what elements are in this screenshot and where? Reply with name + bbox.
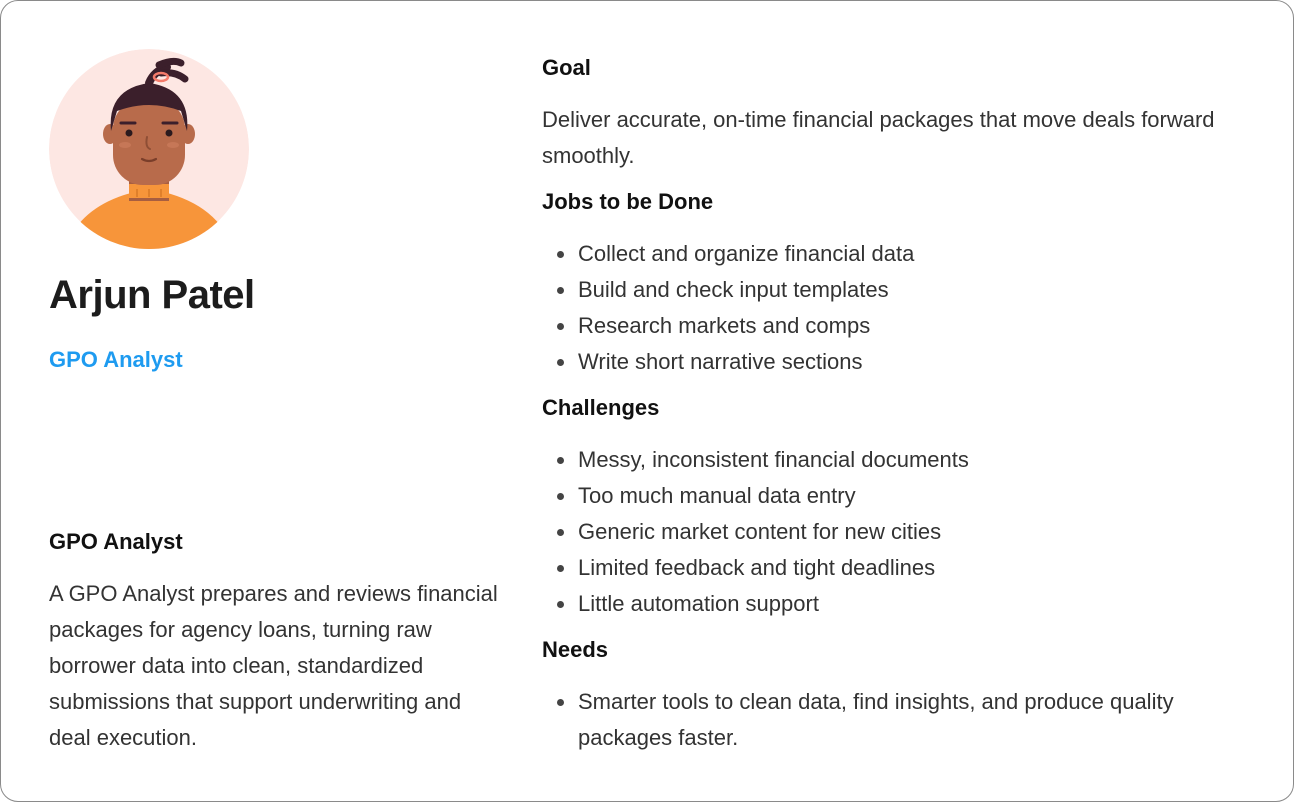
goal-text: Deliver accurate, on-time financial packages that move deals forward smoothly. xyxy=(542,107,1215,168)
list-item: Too much manual data entry xyxy=(542,478,1242,514)
challenges-title: Challenges xyxy=(542,395,660,420)
needs-list xyxy=(542,684,1202,756)
needs-title: Needs xyxy=(542,637,609,662)
person-avatar-icon xyxy=(49,49,249,249)
persona-name: Arjun Patel xyxy=(49,273,255,317)
list-item: Limited feedback and tight deadlines xyxy=(542,550,1242,586)
list-item: Smarter tools to clean data, find insights, and produce quality packages faster. xyxy=(542,684,1202,756)
list-item: Generic market content for new cities xyxy=(542,514,1242,550)
list-item: Little automation support xyxy=(542,586,1242,622)
jobs-list xyxy=(542,236,1242,380)
list-item: Write short narrative sections xyxy=(542,344,1242,380)
jobs-title: Jobs to be Done xyxy=(542,189,714,214)
goal-title: Goal xyxy=(542,55,591,80)
challenges-list xyxy=(542,442,1242,622)
list-item: Messy, inconsistent financial documents xyxy=(542,442,1242,478)
list-item: Collect and organize financial data xyxy=(542,236,1242,272)
persona-role: GPO Analyst xyxy=(49,347,183,372)
description-text: A GPO Analyst prepares and reviews financial packages for agency loans, turning raw borrower data into clean, standardized submissions that support underwriting and deal execution. xyxy=(49,581,498,750)
list-item: Build and check input templates xyxy=(542,272,1242,308)
description-title: GPO Analyst xyxy=(49,529,183,554)
list-item: Research markets and comps xyxy=(542,308,1242,344)
